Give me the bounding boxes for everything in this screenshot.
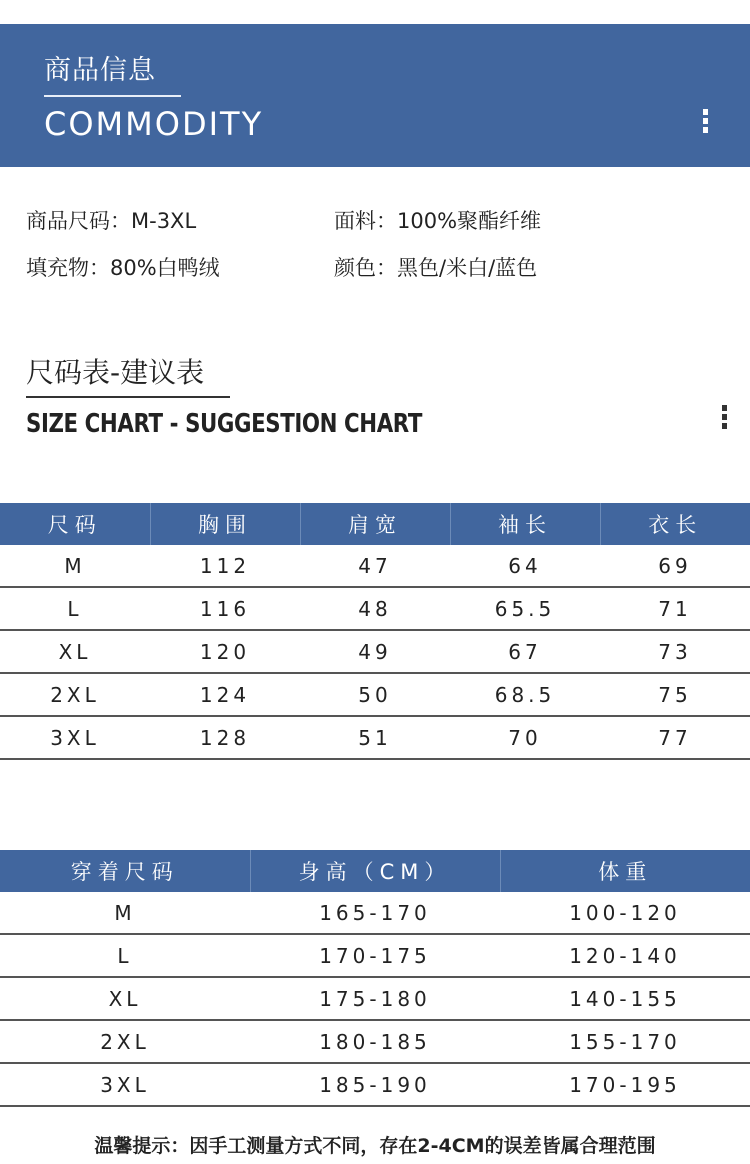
table-cell: XL — [0, 977, 250, 1020]
table-cell: 165-170 — [250, 892, 500, 934]
table-cell: 100-120 — [500, 892, 750, 934]
table-cell: 170-195 — [500, 1063, 750, 1106]
table-cell: 75 — [600, 673, 750, 716]
section-title-en: SIZE CHART - SUGGESTION CHART — [26, 409, 422, 439]
table-cell: L — [0, 587, 150, 630]
table-cell: 140-155 — [500, 977, 750, 1020]
table-cell: 64 — [450, 545, 600, 587]
size-chart-table — [0, 503, 750, 760]
table-cell: 68.5 — [450, 673, 600, 716]
table-row — [0, 977, 750, 1020]
section-divider — [26, 396, 230, 398]
fit-guide-table — [0, 850, 750, 1107]
table-cell: 65.5 — [450, 587, 600, 630]
header-title-en: COMMODITY — [44, 105, 264, 143]
table-cell: 71 — [600, 587, 750, 630]
table-row — [0, 1063, 750, 1106]
table-cell: 112 — [150, 545, 300, 587]
table-row — [0, 587, 750, 630]
commodity-header — [0, 24, 750, 167]
header-divider — [44, 95, 181, 97]
info-fabric: 面料：100%聚酯纤维 — [334, 209, 542, 233]
table-cell: XL — [0, 630, 150, 673]
table-cell: 155-170 — [500, 1020, 750, 1063]
table-cell: 67 — [450, 630, 600, 673]
table-cell: 3XL — [0, 716, 150, 759]
table-cell: 124 — [150, 673, 300, 716]
table-row — [0, 545, 750, 587]
table-cell: 185-190 — [250, 1063, 500, 1106]
col-header: 肩宽 — [300, 503, 450, 545]
section-title-cn: 尺码表-建议表 — [26, 356, 205, 389]
table-cell: 120-140 — [500, 934, 750, 977]
table-cell: 73 — [600, 630, 750, 673]
table-cell: 128 — [150, 716, 300, 759]
table-cell: 69 — [600, 545, 750, 587]
table-cell: 47 — [300, 545, 450, 587]
table-cell: 49 — [300, 630, 450, 673]
table-cell: 2XL — [0, 673, 150, 716]
info-color: 颜色：黑色/米白/蓝色 — [334, 256, 538, 280]
col-header: 穿着尺码 — [0, 850, 250, 892]
more-dots-icon — [722, 405, 727, 429]
info-size: 商品尺码：M-3XL — [26, 209, 197, 233]
more-dots-icon — [703, 109, 708, 133]
table-header-row — [0, 503, 750, 545]
table-cell: M — [0, 545, 150, 587]
col-header: 胸围 — [150, 503, 300, 545]
table-row — [0, 934, 750, 977]
table-row — [0, 892, 750, 934]
col-header: 身高（CM） — [250, 850, 500, 892]
table-cell: 3XL — [0, 1063, 250, 1106]
table-cell: 50 — [300, 673, 450, 716]
table-cell: 175-180 — [250, 977, 500, 1020]
table-cell: 180-185 — [250, 1020, 500, 1063]
table-cell: 48 — [300, 587, 450, 630]
table-cell: 120 — [150, 630, 300, 673]
table-cell: 170-175 — [250, 934, 500, 977]
table-row — [0, 1020, 750, 1063]
header-title-cn: 商品信息 — [44, 55, 156, 86]
table-cell: 116 — [150, 587, 300, 630]
table-cell: 2XL — [0, 1020, 250, 1063]
table-row — [0, 630, 750, 673]
col-header: 体重 — [500, 850, 750, 892]
col-header: 尺码 — [0, 503, 150, 545]
table-cell: 70 — [450, 716, 600, 759]
table-cell: 77 — [600, 716, 750, 759]
col-header: 衣长 — [600, 503, 750, 545]
table-cell: 51 — [300, 716, 450, 759]
table-cell: L — [0, 934, 250, 977]
info-filling: 填充物：80%白鸭绒 — [26, 256, 220, 280]
measurement-note: 温馨提示：因手工测量方式不同，存在2-4CM的误差皆属合理范围 — [94, 1135, 656, 1157]
col-header: 袖长 — [450, 503, 600, 545]
table-row — [0, 716, 750, 759]
table-row — [0, 673, 750, 716]
table-cell: M — [0, 892, 250, 934]
table-header-row — [0, 850, 750, 892]
